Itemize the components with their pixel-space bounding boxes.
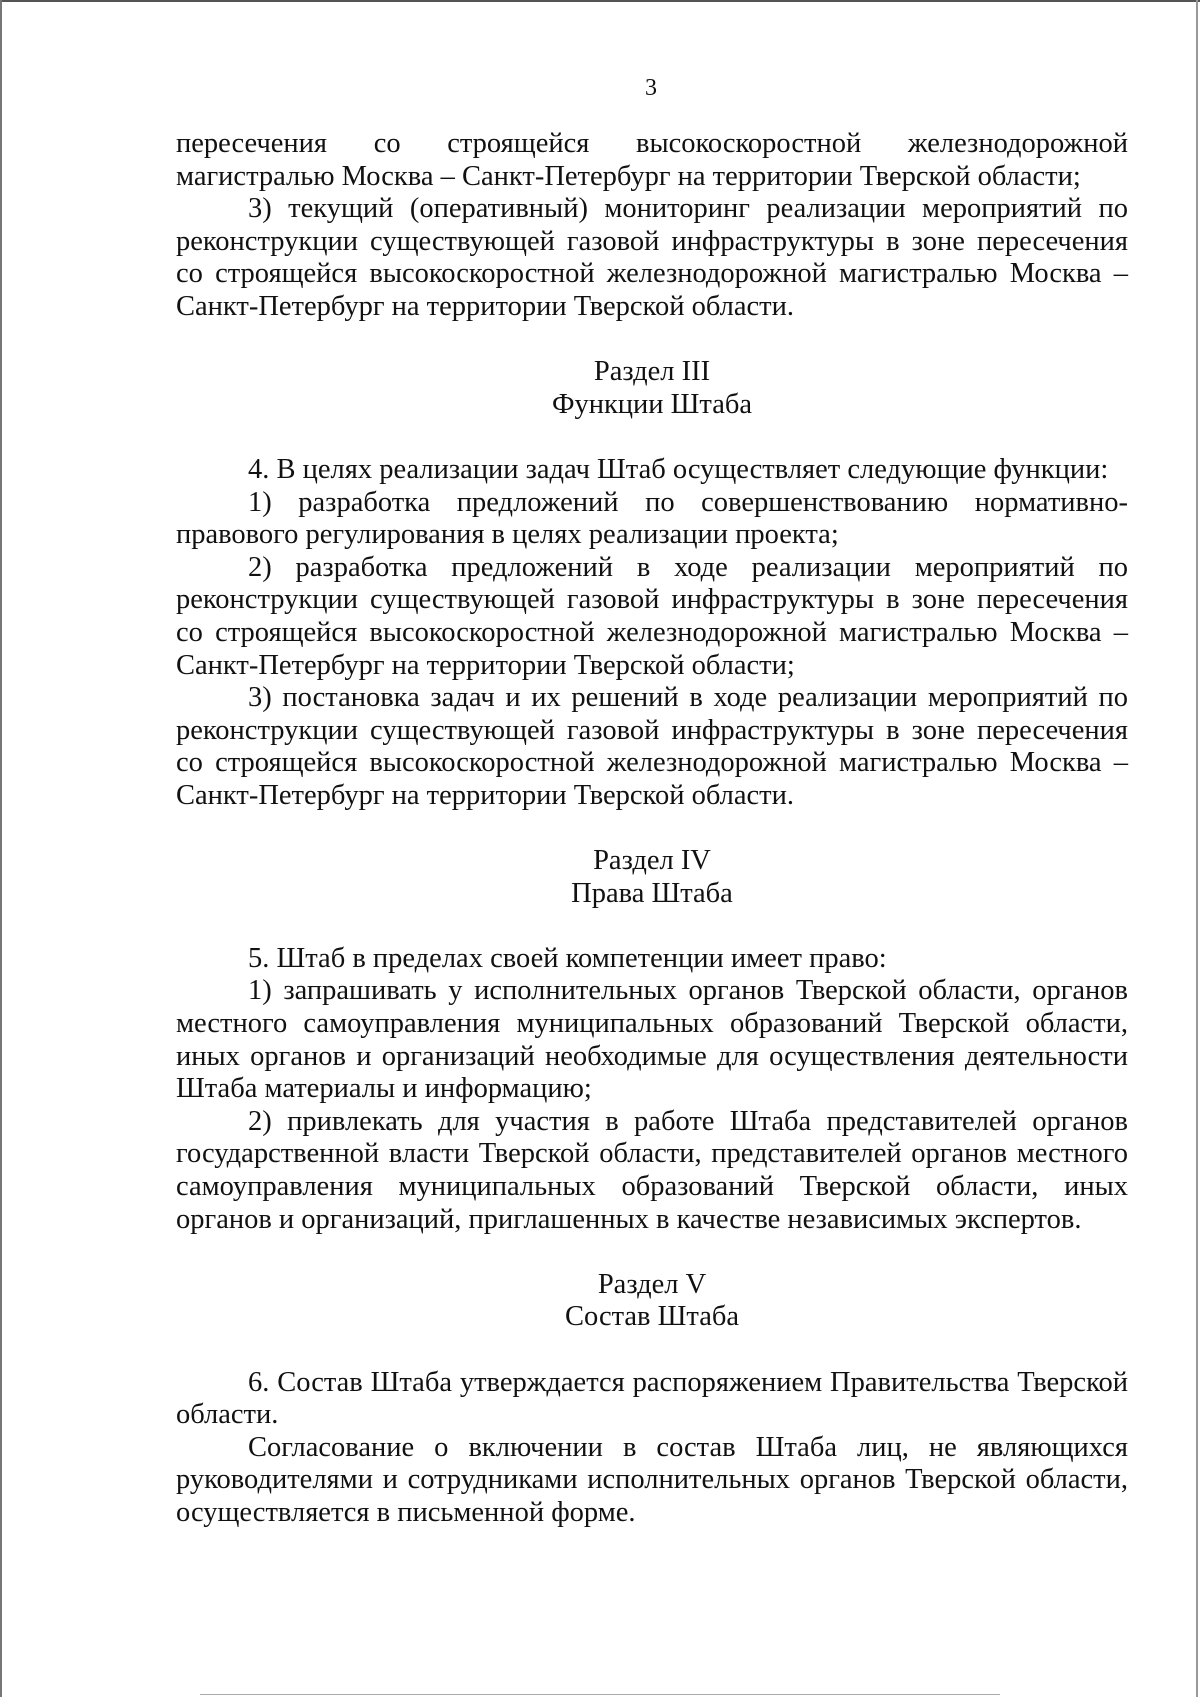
scan-edge-top	[0, 0, 1200, 2]
paragraph: пересечения со строящейся высокоскоростной железнодорожной магистралью Москва – Санкт-Петербург на территории Тверской области;	[176, 128, 1128, 192]
section-heading: Раздел V	[597, 1268, 707, 1300]
paragraph: 6. Состав Штаба утверждается распоряжением Правительства Тверской области.	[176, 1366, 1128, 1431]
paragraph: 2) привлекать для участия в работе Штаба представителей органов государственной власти Тверской области, представителей органов местного самоуправления муниципальных образований Тверской области, иных органов и организаций, приглашенных в качестве независимых экспертов.	[176, 1105, 1128, 1235]
paragraph-gap	[176, 324, 1128, 357]
paragraph: 4. В целях реализации задач Штаб осуществляет следующие функции:	[248, 453, 1109, 485]
document-body	[176, 128, 1128, 1530]
paragraph-gap	[176, 421, 1128, 454]
paragraph-gap	[176, 910, 1128, 943]
scan-edge-bottom	[200, 1694, 1000, 1695]
section-heading: Раздел III	[593, 356, 711, 388]
section-heading: Состав Штаба	[564, 1301, 739, 1333]
paragraph-gap	[176, 1236, 1128, 1269]
page-number: 3	[645, 75, 657, 101]
section-heading: Права Штаба	[571, 877, 733, 909]
paragraph-gap	[176, 1334, 1128, 1367]
section-heading: Функции Штаба	[551, 388, 753, 420]
paragraph-gap	[176, 812, 1128, 845]
scan-edge-right	[1196, 0, 1198, 1697]
paragraph: 2) разработка предложений в ходе реализации мероприятий по реконструкции существующей газовой инфраструктуры в зоне пересечения со строящейся высокоскоростной железнодорожной магистралью Москва – Санкт-Петербург на территории Тверской области;	[176, 551, 1128, 681]
paragraph: 3) текущий (оперативный) мониторинг реализации мероприятий по реконструкции существующей газовой инфраструктуры в зоне пересечения со строящейся высокоскоростной железнодорожной магистралью Москва – Санкт-Петербург на территории Тверской области.	[176, 193, 1128, 322]
paragraph: 5. Штаб в пределах своей компетенции имеет право:	[248, 942, 887, 974]
paragraph: 1) разработка предложений по совершенствованию нормативно-правового регулирования в целях реализации проекта;	[176, 486, 1128, 551]
paragraph: 3) постановка задач и их решений в ходе реализации мероприятий по реконструкции существующей газовой инфраструктуры в зоне пересечения со строящейся высокоскоростной железнодорожной магистралью Москва – Санкт-Петербург на территории Тверской области.	[176, 682, 1128, 811]
section-heading: Раздел IV	[593, 845, 711, 877]
scan-edge-left	[0, 0, 2, 1697]
paragraph: 1) запрашивать у исполнительных органов Тверской области, органов местного самоуправления муниципальных образований Тверской области, иных органов и организаций необходимые для осуществления деятельности Штаба материалы и информацию;	[176, 975, 1128, 1105]
paragraph: Согласование о включении в состав Штаба лиц, не являющихся руководителями и сотрудниками исполнительных органов Тверской области, осуществляется в письменной форме.	[176, 1431, 1128, 1528]
